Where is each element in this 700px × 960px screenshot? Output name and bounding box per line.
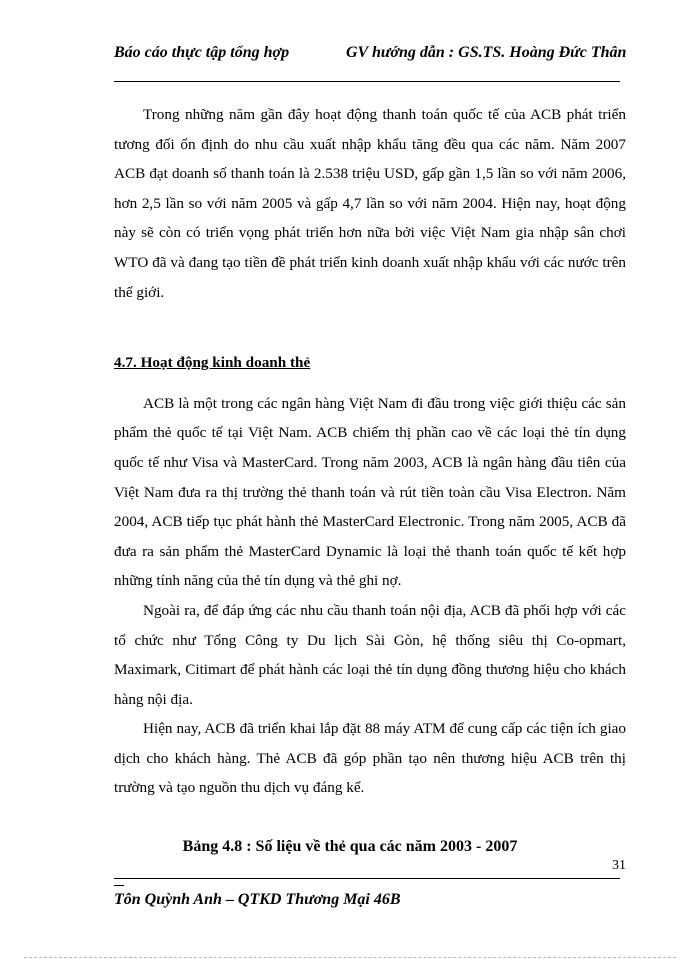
paragraph-atm: Hiện nay, ACB đã triển khai lắp đặt 88 máy ATM để cung cấp các tiện ích giao dịch cho khách hàng. Thẻ ACB đã góp phần tạo nên thương hiệu ACB trên thị trường và tạo nguồn thu dịch vụ đáng kể.: [114, 720, 626, 797]
footer-tick: [114, 885, 124, 886]
paragraph-card-products: ACB là một trong các ngân hàng Việt Nam đi đầu trong việc giới thiệu các sản phẩm thẻ quốc tế tại Việt Nam. ACB chiếm thị phần cao về các loại thẻ tín dụng quốc tế như Visa và MasterCard. Trong năm 2003, ACB là ngân hàng đầu tiên của Việt Nam đưa ra thị trường thẻ thanh toán và rút tiền toàn cầu Visa Electron. Năm 2004, ACB tiếp tục phát hành thẻ MasterCard Electronic. Trong năm 2005, ACB đã đưa ra sản phẩm thẻ MasterCard Dynamic là loại thẻ thanh toán quốc tế kết hợp những tính năng của thẻ tín dụng và thẻ ghi nợ.: [114, 394, 626, 590]
main-content: [114, 100, 626, 803]
table-caption: Bảng 4.8 : Số liệu về thẻ qua các năm 2003 - 2007: [182, 838, 518, 855]
page-number: 31: [612, 858, 626, 873]
paragraph-international-payment: Trong những năm gần đây hoạt động thanh toán quốc tế của ACB phát triển tương đối ổn định do nhu cầu xuất nhập khẩu tăng đều qua các năm. Năm 2007 ACB đạt doanh số thanh toán là 2.538 triệu USD, gấp gần 1,5 lần so với năm 2006, hơn 2,5 lần so với năm 2005 và gấp 4,7 lần so với năm 2004. Hiện nay, hoạt động này sẽ còn có triển vọng phát triển hơn nữa bởi việc Việt Nam gia nhập sân chơi WTO đã và đang tạo tiền đề phát triển kinh doanh xuất nhập khẩu với các nước trên thế giới.: [114, 106, 626, 301]
header-divider: [114, 81, 620, 82]
section-heading: 4.7. Hoạt động kinh doanh thẻ: [114, 354, 311, 372]
footer-author: Tôn Quỳnh Anh – QTKD Thương Mại 46B: [114, 891, 401, 908]
footer-divider: [114, 878, 620, 879]
paragraph-domestic-cards: Ngoài ra, để đáp ứng các nhu cầu thanh toán nội địa, ACB đã phối hợp với các tổ chức như Tổng Công ty Du lịch Sài Gòn, hệ thống siêu thị Co-opmart, Maximark, Citimart để phát hành các loại thẻ tín dụng đồng thương hiệu cho khách hàng nội địa.: [114, 601, 626, 708]
report-title: Báo cáo thực tập tổng hợp: [114, 44, 290, 61]
supervisor-name: GV hướng dẫn : GS.TS. Hoàng Đức Thân: [346, 44, 627, 61]
page-break-line: [24, 957, 676, 958]
